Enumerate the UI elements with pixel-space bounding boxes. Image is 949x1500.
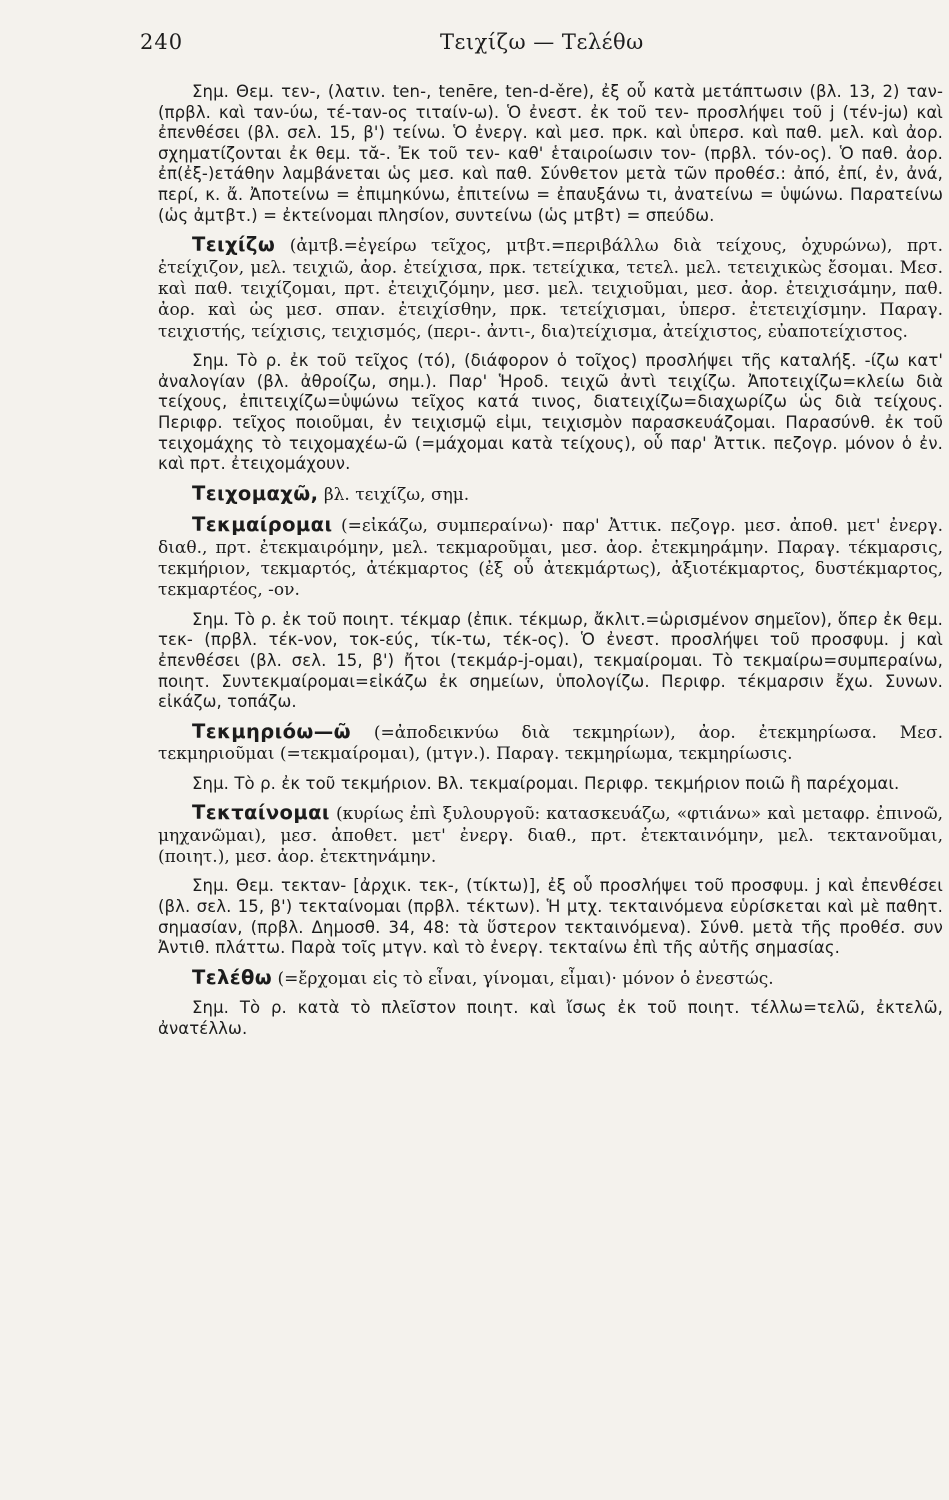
entry-body: (ἀμτβ.=ἐγείρω τεῖχος, μτβτ.=περιβάλλω διὰ τείχους, ὀχυρώνω), πρτ. ἐτείχιζον, μελ. τειχιῶ, ἀορ. ἐτείχισα, πρκ. τετείχικα, τετελ. μελ. τετειχικὼς ἔσομαι. Μεσ. καὶ παθ. τειχίζομαι, πρτ. ἐτειχιζόμην, μεσ. μελ. τειχιοῦμαι, μεσ. ἀορ. ἐτειχισάμην, παθ. ἀορ. καὶ ὡς μεσ. σπαν. ἐτειχίσθην, πρκ. τετείχισμαι, ὑπερσ. ἐτετειχίσμην. Παραγ. τειχιστής, τείχισις, τειχισμός, (περι-. ἀντι-, δια)τείχισμα, ἀτείχιστος, εὐαποτείχιστος. [158, 236, 943, 342]
entry-tektainomai [158, 802, 943, 868]
entry-headword: Τεκταίνομαι [192, 801, 330, 825]
entry-headword: Τελέθω [192, 965, 273, 989]
page-number: 240 [140, 30, 184, 54]
entry-body: (=εἰκάζω, συμπεραίνω)· παρ' Ἀττικ. πεζογρ. μεσ. ἀποθ. μετ' ἐνεργ. διαθ., πρτ. ἐτεκμαιρόμην, μελ. τεκμαροῦμαι, μεσ. ἀορ. ἐτεκμηράμην. Παραγ. τέκμαρσις, τεκμήριον, τεκμαρτός, ἀτέκμαρτος (ἐξ οὗ ἀτεκμάρτως), ἀξιοτέκμαρτος, δυστέκμαρτος, τεκμαρτέος, -ον. [158, 516, 943, 601]
entry-teichomacho [158, 483, 943, 506]
entry-body: (=ἔρχομαι εἰς τὸ εἶναι, γίνομαι, εἶμαι)· μόνον ὁ ἐνεστώς. [277, 968, 774, 989]
dictionary-content [158, 82, 943, 1047]
entry-body: (κυρίως ἐπὶ ξυλουργοῦ: κατασκευάζω, «φτιάνω» καὶ μεταφρ. ἐπινοῶ, μηχανῶμαι), μεσ. ἀποθετ. μετ' ἐνεργ. διαθ., πρτ. ἐτεκταινόμην, μελ. τεκτανοῦμαι, (ποιητ.), μεσ. ἀορ. ἐτεκτηνάμην. [158, 804, 944, 867]
entry-note: Σημ. Τὸ ρ. ἐκ τοῦ τεῖχος (τό), (διάφορον ὁ τοῖχος) προσλήψει τῆς καταλήξ. -ίζω κατ' ἀναλογίαν (βλ. ἀθροίζω, σημ.). Παρ' Ἡροδ. τειχῶ ἀντὶ τειχίζω. Ἀποτειχίζω=κλείω διὰ τείχους, ἐπιτειχίζω=ὑψώνω τεῖχος κατά τινος, διατειχίζω=διαχωρίζω ὡς διὰ τείχους. Περιφρ. τεῖχος ποιοῦμαι, ἐν τειχισμῷ εἰμι, τειχισμὸν παρασκευάζομαι. Παρασύνθ. ἐκ τοῦ τειχομάχης τὸ τειχομαχέω-ῶ (=μάχομαι κατὰ τείχους), οὗ παρ' Ἀττικ. πεζογρ. μόνον ὁ ἐν. καὶ πρτ. ἐτειχομάχουν. [158, 351, 943, 474]
entry-headword: Τεκμηριόω—ῶ [192, 719, 351, 743]
entry-note: Σημ. Τὸ ρ. ἐκ τοῦ ποιητ. τέκμαρ (ἐπικ. τέκμωρ, ἄκλιτ.=ὡρισμένον σημεῖον), ὅπερ ἐκ θεμ. τεκ- (πρβλ. τέκ-νον, τοκ-εύς, τίκ-τω, τέκ-ος). Ὁ ἐνεστ. προσλήψει τοῦ προσφυμ. j καὶ ἐπενθέσει (βλ. σελ. 15, β') ἤτοι (τεκμάρ-j-ομαι), τεκμαίρομαι. Τὸ τεκμαίρω=συμπεραίνω, ποιητ. Συντεκμαίρομαι=εἰκάζω ἐκ σημείων, ὑπολογίζω. Περιφρ. τέκμαρσιν ἔχω. Συνων. εἰκάζω, τοπάζω. [158, 609, 943, 712]
entry-headword: Τεκμαίρομαι [192, 513, 333, 537]
entry-teichizo [158, 234, 943, 343]
entry-note: Σημ. Θεμ. τεκταν- [ἀρχικ. τεκ-, (τίκτω)], ἐξ οὗ προσλήψει τοῦ προσφυμ. j καὶ ἐπενθέσει (βλ. σελ. 15, β') τεκταίνομαι (πρβλ. τέκτων). Ἡ μτχ. τεκταινόμενα εὑρίσκεται καὶ μὲ παθητ. σημασίαν, (πρβλ. Δημοσθ. 34, 48: τὰ ὕστερον τεκταινόμενα). Σύνθ. μετὰ τῆς προθέσ. συν Ἀντιθ. πλάττω. Παρὰ τοῖς μτγν. καὶ τὸ ἐνεργ. τεκταίνω ἐπὶ τῆς αὐτῆς σημασίας. [158, 876, 943, 958]
page-title: Τειχίζω — Τελέθω [440, 30, 644, 54]
entry-body: βλ. τειχίζω, σημ. [323, 484, 470, 505]
entry-note: Σημ. Τὸ ρ. ἐκ τοῦ τεκμήριον. Βλ. τεκμαίρομαι. Περιφρ. τεκμήριον ποιῶ ἢ παρέχομαι. [192, 773, 900, 793]
intro-note: Σημ. Θεμ. τεν-, (λατιν. ten-, tenēre, ten-d-ěre), ἐξ οὗ κατὰ μετάπτωσιν (βλ. 13, 2) ταν- (πρβλ. καὶ ταν-ύω, τέ-ταν-ος τιταίν-ω). Ὁ ἐνεστ. ἐκ τοῦ τεν- προσλήψει τοῦ j (τέν-jω) καὶ ἐπενθέσει (βλ. σελ. 15, β') τείνω. Ὁ ἐνεργ. καὶ μεσ. πρκ. καὶ ὑπερσ. καὶ παθ. μελ. καὶ ἀορ. σχηματίζονται ἐκ θεμ. τᾰ-. Ἐκ τοῦ τεν- καθ' ἑταιροίωσιν τον- (πρβλ. τόν-ος). Ὁ παθ. ἀορ. ἐπ(ἐξ-)ετάθην λαμβάνεται ὡς μεσ. καὶ παθ. Σύνθετον μετὰ τῶν προθέσ.: ἀπό, ἐπί, ἐν, ἀνά, περί, κ. ἄ. Ἀποτείνω = ἐπιμηκύνω, ἐπιτείνω = ἐπαυξάνω τι, ἀνατείνω = ὑψώνω. Παρατείνω (ὡς ἀμτβτ.) = ἐκτείνομαι πλησίον, συντείνω (ὡς μτβτ) = σπεύδω. [158, 82, 943, 225]
entry-tekmerioo [158, 721, 943, 766]
entry-telethO [158, 967, 943, 990]
entry-headword: Τειχίζω [192, 233, 276, 257]
running-head [140, 30, 879, 60]
entry-tekmairomai [158, 514, 943, 602]
entry-body: (=ἀποδεικνύω διὰ τεκμηρίων), ἀορ. ἐτεκμηρίωσα. Μεσ. τεκμηριοῦμαι (=τεκμαίρομαι), (μτγν.). Παραγ. τεκμηρίωμα, τεκμηρίωσις. [158, 722, 944, 765]
entry-headword: Τειχομαχῶ, [192, 481, 319, 505]
entry-note: Σημ. Τὸ ρ. κατὰ τὸ πλεῖστον ποιητ. καὶ ἴσως ἐκ τοῦ ποιητ. τέλλω=τελῶ, ἐκτελῶ, ἀνατέλλω. [158, 998, 943, 1038]
